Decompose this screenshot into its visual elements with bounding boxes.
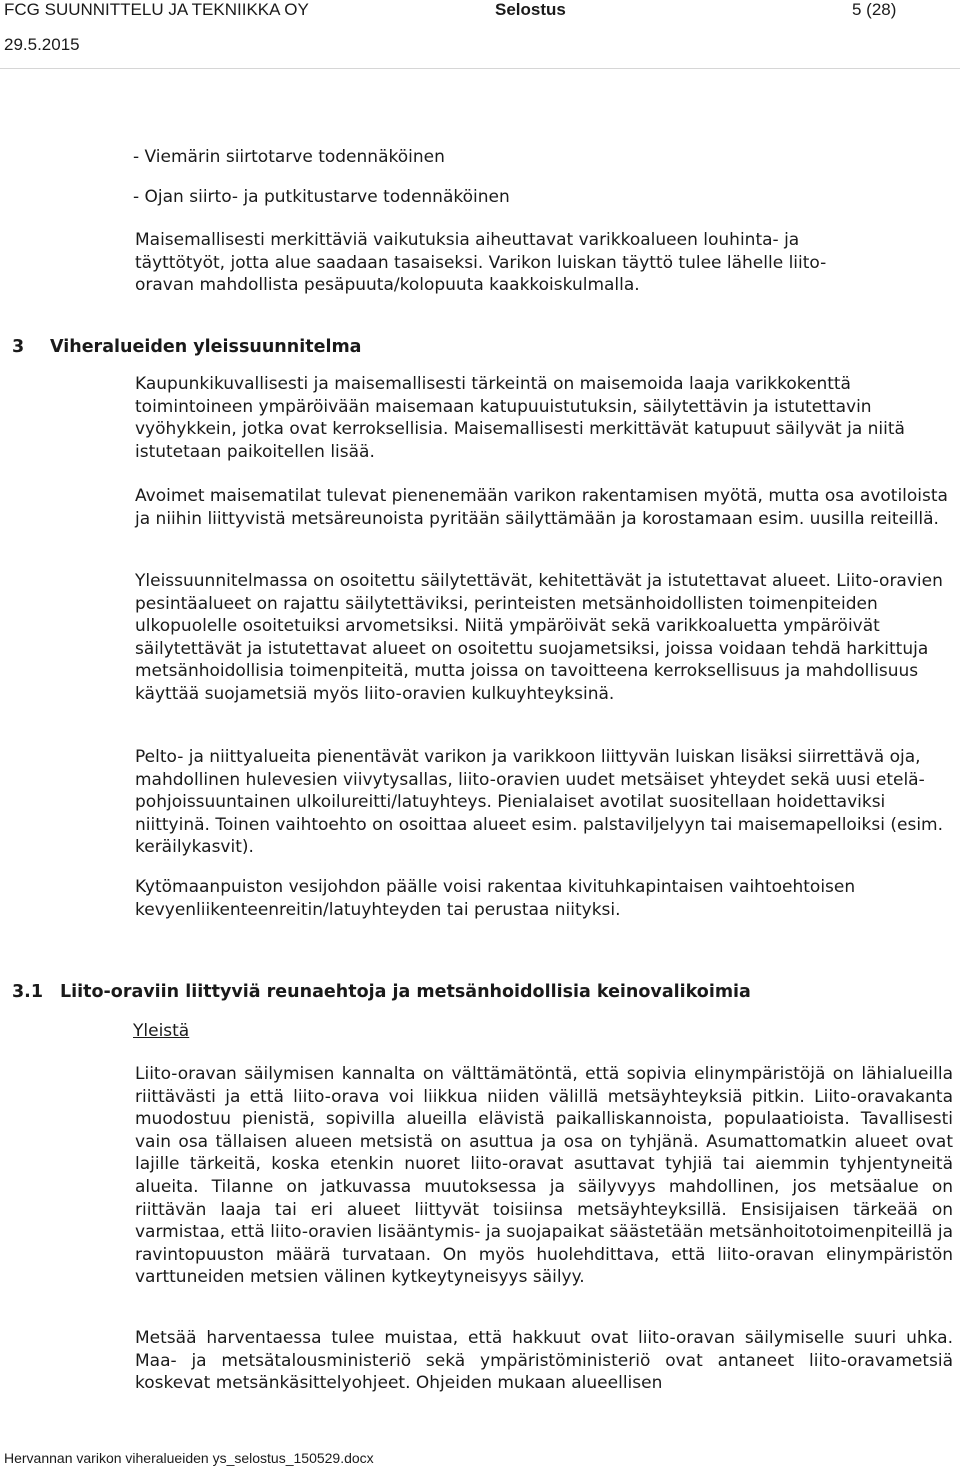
- paragraph: Pelto- ja niittyalueita pienentävät varikon ja varikkoon liittyvän luiskan lisäksi siirrettävä oja, mahdollinen hulevesien viivytysallas, liito-oravien uudet metsäiset yhteydet sekä uusi etelä-pohjoissuuntainen ulkoilureitti/latuyhteys. Pienialaiset avotilat suositellaan hoidettaviksi niittyinä. Toinen vaihtoehto on osoittaa alueet esim. palstaviljelyyn tai maisemapelloiksi (esim. keräilykasvit).: [135, 747, 944, 858]
- paragraph: Avoimet maisematilat tulevat pienenemään varikon rakentamisen myötä, mutta osa avotiloista ja niihin liittyvistä metsäreunoista pyritään säilyttämään ja korostamaan esim. uusilla reiteillä.: [135, 486, 948, 529]
- bullet-item: - Ojan siirto- ja putkitustarve todennäköinen: [133, 187, 510, 207]
- header-divider: [0, 68, 960, 69]
- footer-filename: Hervannan varikon viheralueiden ys_selostus_150529.docx: [4, 1450, 374, 1466]
- paragraph: Kytömaanpuiston vesijohdon päälle voisi rakentaa kivituhkapintaisen vaihtoehtoisen kevyenliikenteenreitin/latuyhteyden tai perustaa niityksi.: [135, 877, 856, 920]
- subheading: Yleistä: [133, 1021, 190, 1041]
- paragraph: Yleissuunnitelmassa on osoitettu säilytettävät, kehitettävät ja istutettavat alueet. Liito-oravien pesintäalueet on rajattu säilytettäviksi, perinteisten metsänhoidollisten toimenpiteiden ulkopuolelle osoitetuiksi arvometsiksi. Niitä ympäröivät sekä varikkoaluetta ympäröivät säilytettävät ja istutettavat alueet on osoitettu suojametsiksi, joissa voidaan tehdä harkittuja metsänhoidollisia toimenpiteitä, mutta joissa on tavoitteena kerroksellisuus ja mahdollisuus käyttää suojametsiä myös liito-oravien kulkuyhteyksinä.: [135, 571, 943, 704]
- document-date: 29.5.2015: [4, 35, 80, 54]
- page-header: [0, 0, 960, 60]
- section-number: 3: [12, 337, 25, 357]
- paragraph: Kaupunkikuvallisesti ja maisemallisesti tärkeintä on maisemoida laaja varikkokenttä toimintoineen ympäröivään maisemaan katupuuistutuksin, säilytettävin ja istutettavin vyöhykkein, jotka ovat kerroksellisia. Maisemallisesti merkittävät katupuut säilyvät ja niitä istutetaan paikoitellen lisää.: [135, 374, 905, 462]
- bullet-item: - Viemärin siirtotarve todennäköinen: [133, 147, 445, 167]
- paragraph: Liito-oravan säilymisen kannalta on välttämätöntä, että sopivia elinympäristöjä on lähialueilla riittävästi ja että liito-orava voi liikkua niiden välillä metsäyhteyksiä pitkin. Liito-oravakanta muodostuu pienistä, sopivilla alueilla elävistä paikalliskannoista, populaatioista. Tavallisesti vain osa tällaisen alueen metsistä on asuttua ja osa on tyhjänä. Asumattomatkin alueet ovat lajille tärkeitä, koska etenkin nuoret liito-oravat asuttavat tyhjiä tai aiemmin tyhjentyneitä alueita. Tilanne on jatkuvassa muutoksessa ja säilyvyys mahdollinen, jos metsäalue on riittävän laaja tai eri alueet liittyvät toisiinsa metsäyhteyksillä. Ensisijaisen tärkeää on varmistaa, että liito-oravien lisääntymis- ja suojapaikat säästetään metsänhoitotoimenpiteillä ja ravintopuuston määrä turvataan. On myös huolehdittava, että liito-oravan elinympäristön varttuneiden metsien välinen kytkeytyneisyys säilyy.: [135, 1064, 953, 1288]
- section-heading: [12, 337, 362, 357]
- company-name: FCG SUUNNITTELU JA TEKNIIKKA OY: [4, 0, 309, 19]
- paragraph: Maisemallisesti merkittäviä vaikutuksia aiheuttavat varikkoalueen louhinta- ja täyttötyöt, jotta alue saadaan tasaiseksi. Varikon luiskan täyttö tulee lähelle liito-oravan mahdollista pesäpuuta/kolopuuta kaakkoiskulmalla.: [135, 230, 827, 296]
- paragraph: Metsää harventaessa tulee muistaa, että hakkuut ovat liito-oravan säilymiselle suuri uhka. Maa- ja metsätalousministeriö sekä ympäristöministeriö ovat antaneet liito-oravametsiä koskevat metsänkäsittelyohjeet. Ohjeiden mukaan alueellisen: [135, 1328, 953, 1394]
- subsection-number: 3.1: [12, 982, 44, 1002]
- document-type: Selostus: [495, 0, 566, 19]
- section-title: Viheralueiden yleissuunnitelma: [50, 337, 362, 357]
- subsection-heading: [12, 982, 751, 1002]
- page-number: 5 (28): [852, 0, 897, 19]
- subsection-title: Liito-oraviin liittyviä reunaehtoja ja metsänhoidollisia keinovalikoimia: [60, 982, 751, 1002]
